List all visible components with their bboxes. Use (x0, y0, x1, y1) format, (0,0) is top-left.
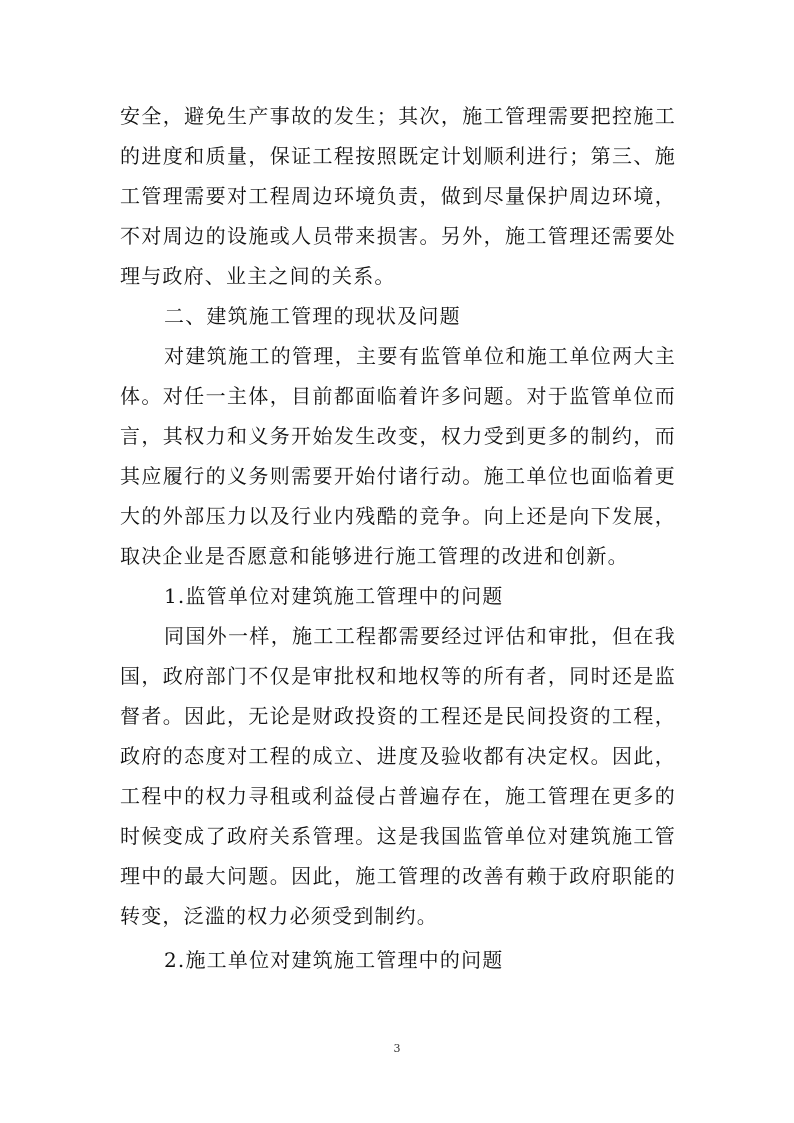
text-line: 国，政府部门不仅是审批权和地权等的所有者，同时还是监 (120, 664, 676, 688)
text-line: 督者。因此，无论是财政投资的工程还是民间投资的工程， (120, 704, 676, 728)
text-line: 理与政府、业主之间的关系。 (120, 264, 396, 288)
subsection-heading: 1.监管单位对建筑施工管理中的问题 (164, 584, 504, 608)
text-line: 取决企业是否愿意和能够进行施工管理的改进和创新。 (120, 544, 629, 568)
text-line: 转变，泛滥的权力必须受到制约。 (120, 904, 438, 928)
text-line: 政府的态度对工程的成立、进度及验收都有决定权。因此， (120, 744, 676, 768)
text-line: 工程中的权力寻租或利益侵占普遍存在，施工管理在更多的 (120, 784, 676, 808)
text-line: 的进度和质量，保证工程按照既定计划顺利进行；第三、施 (120, 144, 676, 168)
text-line: 工管理需要对工程周边环境负责，做到尽量保护周边环境， (120, 184, 676, 208)
text-line: 不对周边的设施或人员带来损害。另外，施工管理还需要处 (120, 224, 676, 248)
body-text (120, 96, 676, 980)
text-line: 其应履行的义务则需要开始付诸行动。施工单位也面临着更 (120, 464, 676, 488)
text-line: 大的外部压力以及行业内残酷的竞争。向上还是向下发展， (120, 504, 676, 528)
text-line: 安全，避免生产事故的发生；其次，施工管理需要把控施工 (120, 104, 676, 128)
text-line: 对建筑施工的管理，主要有监管单位和施工单位两大主 (164, 344, 676, 368)
subsection-heading: 2.施工单位对建筑施工管理中的问题 (164, 948, 504, 972)
page-number: 3 (393, 1042, 401, 1055)
text-line: 同国外一样，施工工程都需要经过评估和审批，但在我 (164, 624, 676, 648)
text-line: 理中的最大问题。因此，施工管理的改善有赖于政府职能的 (120, 864, 676, 888)
text-line: 时候变成了政府关系管理。这是我国监管单位对建筑施工管 (120, 824, 676, 848)
section-heading: 二、建筑施工管理的现状及问题 (164, 304, 461, 328)
text-line: 体。对任一主体，目前都面临着许多问题。对于监管单位而 (120, 384, 676, 408)
text-line: 言，其权力和义务开始发生改变，权力受到更多的制约，而 (120, 424, 676, 448)
